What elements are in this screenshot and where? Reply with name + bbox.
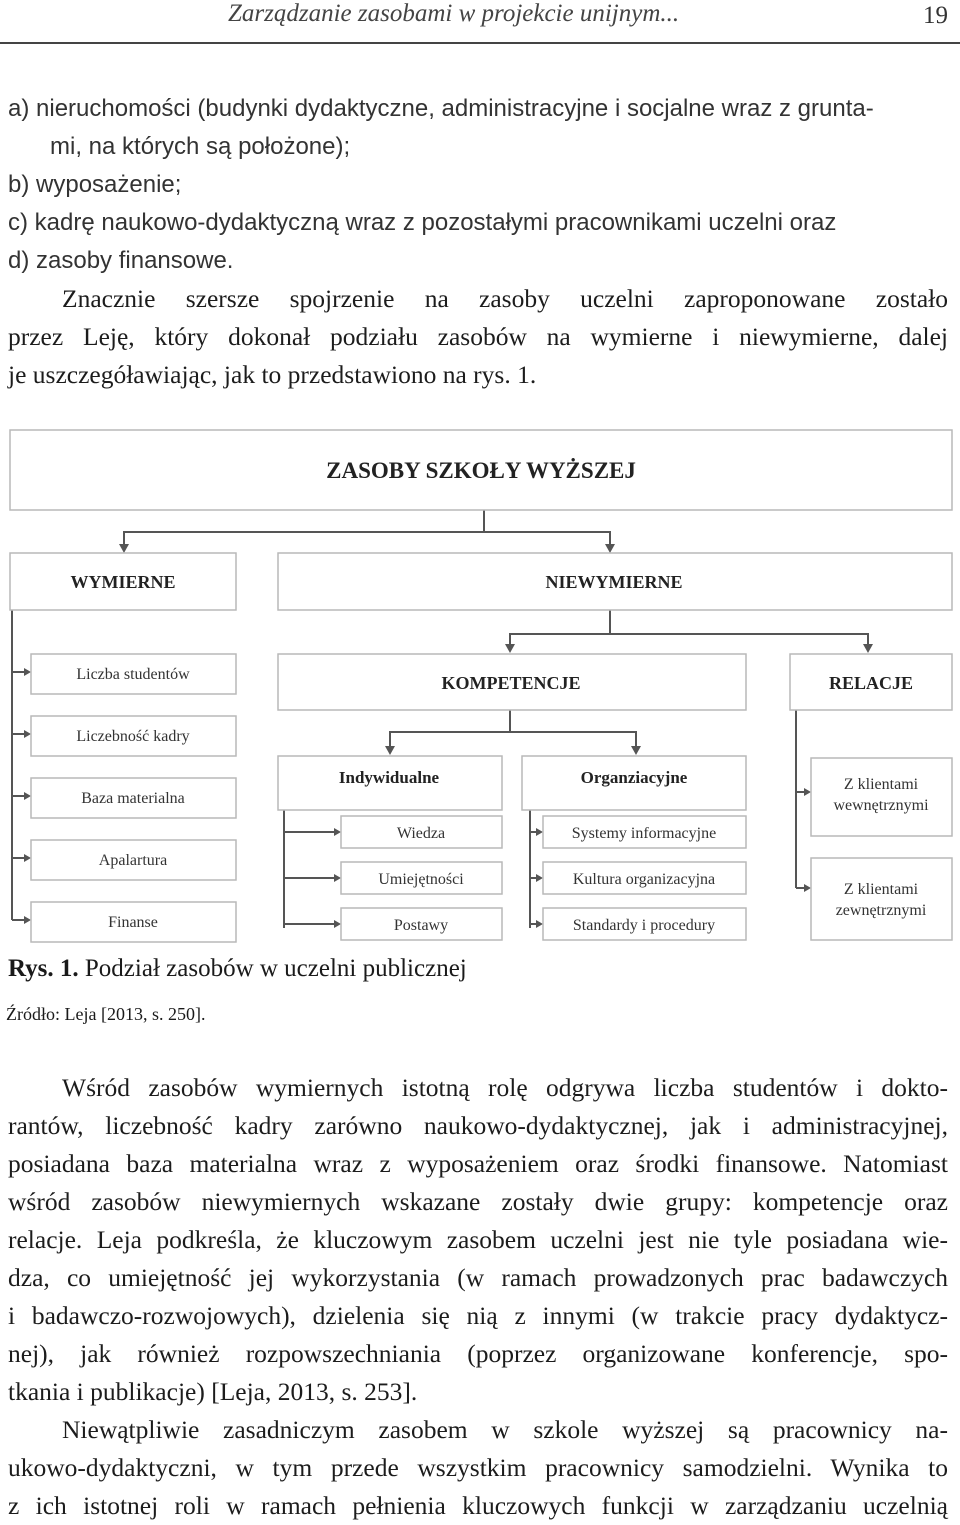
list-item: c) kadrę naukowo-dydaktyczną wraz z pozostałymi pracownikami uczelni oraz — [8, 209, 837, 236]
svg-text:Standardy i procedury: Standardy i procedury — [572, 917, 716, 934]
relations-title: RELACJE — [828, 673, 914, 693]
svg-text:Wiedza: Wiedza — [396, 825, 446, 842]
paragraph-line: i badawczo-rozwojowych), dzielenia się nią z innymi (w trakcie pracy dydaktycz- — [8, 1301, 948, 1330]
svg-text:wewnętrznymi: wewnętrznymi — [833, 797, 929, 814]
paragraph-line: Znacznie szersze spojrzenie na zasoby uczelni zaproponowane zostało — [62, 284, 948, 313]
paragraph-line: nej), jak również rozpowszechniania (poprzez organizowane konferencje, spo- — [8, 1339, 948, 1368]
measurable-item — [31, 840, 236, 880]
paragraph-line: wśród zasobów niewymiernych wskazane zostały dwie grupy: kompetencje oraz — [8, 1187, 948, 1216]
measurable-item — [31, 902, 236, 942]
figure-source: Źródło: Leja [2013, s. 250]. — [6, 1004, 206, 1024]
paragraph-line: relacje. Leja podkreśla, że kluczowym zasobem uczelni jest nie tyle posiadana wie- — [8, 1225, 948, 1254]
svg-text:Finanse: Finanse — [108, 914, 158, 931]
paragraph-line: z ich istotnej roli w ramach pełnienia kluczowych funkcji w zarządzaniu uczelnią — [8, 1491, 948, 1520]
nonmeasurable-title: NIEWYMIERNE — [545, 572, 683, 592]
paragraph-line: Wśród zasobów wymiernych istotną rolę odgrywa liczba studentów i dokto- — [62, 1073, 948, 1102]
resources-diagram — [0, 420, 960, 950]
svg-text:Kultura organizacyjna: Kultura organizacyjna — [572, 871, 716, 888]
svg-text:Z klientami: Z klientami — [843, 776, 919, 793]
list-item: a) nieruchomości (budynki dydaktyczne, administracyjne i socjalne wraz z grunta- — [8, 95, 874, 122]
svg-text:Postawy: Postawy — [393, 917, 449, 934]
measurable-item — [31, 778, 236, 818]
connector-to-relations — [610, 634, 868, 650]
box-nonmeasurable — [278, 553, 952, 610]
relations-item — [811, 858, 952, 940]
box-organizational — [522, 756, 746, 810]
measurable-item — [31, 716, 236, 756]
page-header — [0, 0, 960, 44]
svg-text:zewnętrznymi: zewnętrznymi — [835, 902, 927, 919]
individual-item — [341, 816, 502, 848]
svg-text:Z klientami: Z klientami — [843, 881, 919, 898]
individual-item — [341, 908, 502, 940]
svg-text:Liczba studentów: Liczba studentów — [76, 666, 190, 683]
caption-text: Podział zasobów w uczelni publicznej — [84, 955, 467, 982]
measurable-item — [31, 654, 236, 694]
page-number: 19 — [923, 2, 948, 29]
running-title: Zarządzanie zasobami w projekcie unijnym... — [228, 0, 680, 27]
svg-text:Umiejętności: Umiejętności — [378, 871, 464, 888]
competences-title: KOMPETENCJE — [441, 673, 581, 693]
list-item: b) wyposażenie; — [8, 171, 182, 198]
caption-label: Rys. 1. — [8, 955, 79, 982]
relations-item — [811, 758, 952, 836]
individual-title: Indywidualne — [338, 768, 440, 787]
figure-caption — [8, 955, 467, 983]
header-rule — [0, 42, 960, 44]
individual-item — [341, 862, 502, 894]
organizational-item — [543, 862, 746, 894]
svg-text:Apalartura: Apalartura — [98, 852, 168, 869]
paragraph-line: ukowo-dydaktyczni, w tym przede wszystkim pracownicy samodzielni. Wynika to — [8, 1453, 948, 1482]
list-item: d) zasoby finansowe. — [8, 247, 234, 274]
paragraph-line: Niewątpliwie zasadniczym zasobem w szkole wyższej są pracownicy na- — [62, 1415, 948, 1444]
organizational-item — [543, 908, 746, 940]
organizational-item — [543, 816, 746, 848]
measurable-title: WYMIERNE — [70, 572, 176, 592]
paragraph-line: dza, co umiejętność jej wykorzystania (w ramach prowadzonych prac badawczych — [8, 1263, 948, 1292]
box-individual — [278, 756, 502, 810]
paragraph-line: rantów, liczebność kadry zarówno naukowo-dydaktycznej, jak i administracyjnej, — [8, 1111, 948, 1140]
box-relations — [790, 654, 952, 710]
box-measurable — [10, 553, 236, 610]
connector-root-nonmeasurable — [484, 532, 610, 550]
paragraph-line: posiadana baza materialna wraz z wyposażeniem oraz środki finansowe. Natomiast — [8, 1149, 948, 1178]
organizational-title: Organziacyjne — [580, 768, 688, 787]
paragraph-line: je uszczegóławiając, jak to przedstawiono na rys. 1. — [8, 360, 537, 389]
connector-to-competences — [510, 610, 610, 650]
list-item-continuation: mi, na których są położone); — [50, 133, 351, 160]
root-label: ZASOBY SZKOŁY WYŻSZEJ — [326, 458, 636, 483]
box-root — [10, 430, 952, 510]
paragraph-line: przez Leję, który dokonał podziału zasobów na wymierne i niewymierne, dalej — [8, 322, 948, 351]
svg-text:Baza materialna: Baza materialna — [81, 790, 185, 807]
connector-root-measurable — [124, 510, 484, 550]
paragraph-line: tkania i publikacje) [Leja, 2013, s. 253]. — [8, 1377, 418, 1406]
svg-text:Liczebność kadry: Liczebność kadry — [76, 728, 190, 745]
box-competences — [278, 654, 746, 710]
svg-text:Systemy informacyjne: Systemy informacyjne — [571, 825, 717, 842]
